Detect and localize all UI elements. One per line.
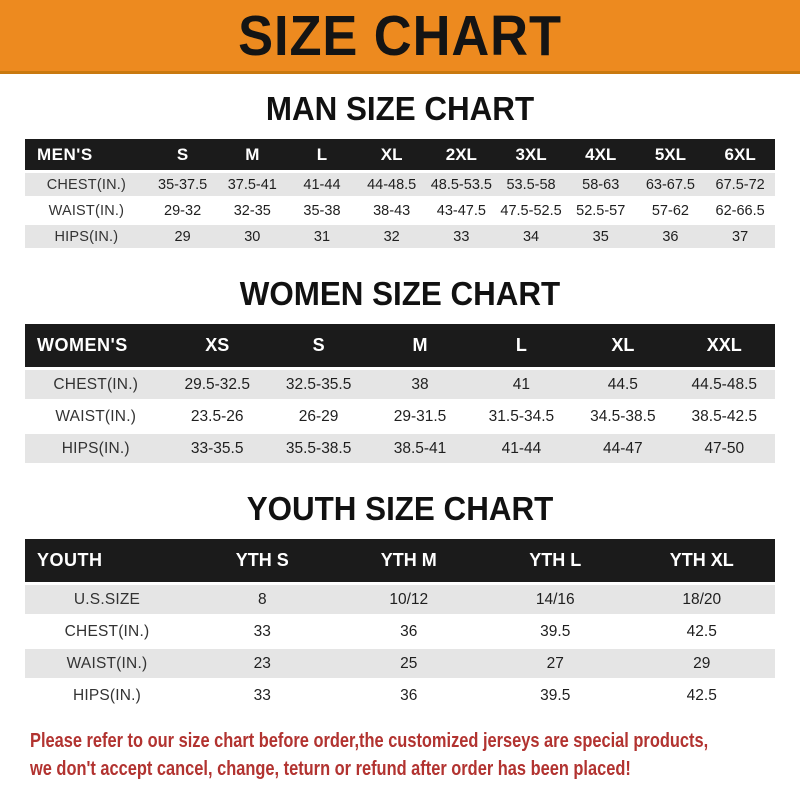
size-cell: 35-37.5 (148, 173, 218, 196)
size-cell: 38.5-42.5 (691, 407, 758, 425)
size-cell: 25 (336, 649, 483, 678)
size-cell: 47.5-52.5 (500, 202, 562, 219)
size-cell: 10/12 (336, 585, 483, 614)
men-table-header-row (25, 139, 775, 170)
size-cell: 57-62 (651, 202, 689, 219)
women-table-header-row (25, 324, 775, 367)
size-cell: 38 (369, 370, 470, 399)
row-label: WAIST(IN.) (55, 407, 137, 425)
size-cell: 29.5-32.5 (167, 370, 268, 399)
size-column-header: M (369, 324, 470, 367)
size-column-header: XXL (674, 324, 775, 367)
size-cell: 23 (189, 649, 336, 678)
size-cell: 43-47.5 (436, 202, 486, 219)
table-row (25, 681, 775, 710)
size-cell: 32 (357, 225, 427, 248)
size-cell: 34 (496, 225, 566, 248)
row-label: CHEST(IN.) (64, 622, 150, 640)
size-cell: 31 (287, 225, 357, 248)
size-column-header: S (268, 324, 369, 367)
size-cell: 33-35.5 (167, 434, 268, 463)
table-row (25, 173, 775, 196)
table-row (25, 585, 775, 614)
size-cell: 26-29 (298, 407, 339, 425)
section-title-women: WOMEN SIZE CHART (239, 275, 561, 312)
size-column-header: 6XL (705, 139, 775, 170)
size-cell: 39.5 (540, 686, 571, 704)
row-label: WAIST(IN.) (48, 202, 125, 219)
size-column-header: 2XL (427, 139, 497, 170)
size-cell: 38.5-41 (369, 434, 470, 463)
size-cell: 41 (471, 370, 572, 399)
men-table-label: MEN'S (25, 139, 148, 170)
size-cell: 36 (400, 622, 418, 640)
size-column-header: 5XL (636, 139, 706, 170)
size-cell: 42.5 (686, 622, 717, 640)
size-cell: 34.5-38.5 (590, 407, 656, 425)
size-cell: 41-44 (471, 434, 572, 463)
size-cell: 47-50 (674, 434, 775, 463)
size-column-header: L (471, 324, 572, 367)
size-chart-banner (0, 0, 800, 74)
table-row (25, 402, 775, 431)
row-label: WAIST(IN.) (25, 649, 189, 678)
size-cell: 37 (705, 225, 775, 248)
size-cell: 42.5 (686, 686, 717, 704)
size-cell: 33 (253, 686, 271, 704)
size-cell: 41-44 (287, 173, 357, 196)
size-column-header: XS (167, 324, 268, 367)
footer-disclaimer-line-2: we don't accept cancel, change, teturn or refund after order has been placed! (30, 758, 631, 780)
size-cell: 44-48.5 (357, 173, 427, 196)
size-cell: 35.5-38.5 (268, 434, 369, 463)
size-cell: 29-31.5 (393, 407, 447, 425)
size-cell: 62-66.5 (715, 202, 765, 219)
page-title: SIZE CHART (238, 4, 562, 68)
row-label: CHEST(IN.) (25, 173, 148, 196)
size-cell: 38-43 (373, 202, 411, 219)
size-cell: 52.5-57 (576, 202, 626, 219)
size-column-header: YTH M (336, 539, 483, 582)
size-cell: 36 (400, 686, 418, 704)
size-cell: 33 (253, 622, 271, 640)
size-column-header: YTH S (189, 539, 336, 582)
size-cell: 36 (636, 225, 706, 248)
table-row (25, 649, 775, 678)
row-label: U.S.SIZE (25, 585, 189, 614)
size-cell: 27 (482, 649, 629, 678)
size-cell: 8 (189, 585, 336, 614)
women-table-label: WOMEN'S (25, 324, 167, 367)
youth-table-label: YOUTH (25, 539, 189, 582)
size-cell: 63-67.5 (636, 173, 706, 196)
size-cell: 33 (427, 225, 497, 248)
size-column-header: S (148, 139, 218, 170)
size-cell: 58-63 (566, 173, 636, 196)
size-column-header: XL (357, 139, 427, 170)
section-title-men: MAN SIZE CHART (265, 90, 535, 127)
size-cell: 23.5-26 (190, 407, 244, 425)
size-column-header: XL (572, 324, 673, 367)
size-cell: 32-35 (233, 202, 271, 219)
size-cell: 44-47 (572, 434, 673, 463)
size-cell: 35-38 (303, 202, 341, 219)
row-label: CHEST(IN.) (25, 370, 167, 399)
table-row (25, 434, 775, 463)
size-cell: 39.5 (540, 622, 571, 640)
footer-disclaimer (30, 727, 709, 783)
footer-disclaimer-line-1: Please refer to our size chart before order,the customized jerseys are special products, (30, 730, 709, 752)
table-row (25, 370, 775, 399)
row-label: HIPS(IN.) (72, 686, 142, 704)
size-cell: 67.5-72 (705, 173, 775, 196)
section-title-youth: YOUTH SIZE CHART (246, 490, 554, 527)
size-cell: 44.5 (572, 370, 673, 399)
size-cell: 44.5-48.5 (674, 370, 775, 399)
table-row (25, 199, 775, 222)
size-cell: 14/16 (482, 585, 629, 614)
size-cell: 32.5-35.5 (268, 370, 369, 399)
size-column-header: 3XL (496, 139, 566, 170)
size-cell: 29-32 (164, 202, 202, 219)
size-cell: 29 (148, 225, 218, 248)
size-column-header: YTH L (482, 539, 629, 582)
size-cell: 48.5-53.5 (427, 173, 497, 196)
women-size-table (25, 321, 775, 466)
youth-table-header-row (25, 539, 775, 582)
size-cell: 30 (217, 225, 287, 248)
youth-size-table (25, 536, 775, 713)
men-size-table (25, 136, 775, 251)
size-cell: 53.5-58 (496, 173, 566, 196)
size-cell: 29 (629, 649, 776, 678)
size-column-header: L (287, 139, 357, 170)
size-column-header: YTH XL (629, 539, 776, 582)
size-column-header: M (217, 139, 287, 170)
table-row (25, 617, 775, 646)
table-row (25, 225, 775, 248)
row-label: HIPS(IN.) (25, 225, 148, 248)
size-cell: 35 (566, 225, 636, 248)
row-label: HIPS(IN.) (25, 434, 167, 463)
size-cell: 18/20 (629, 585, 776, 614)
size-cell: 37.5-41 (217, 173, 287, 196)
size-cell: 31.5-34.5 (488, 407, 555, 425)
size-column-header: 4XL (566, 139, 636, 170)
